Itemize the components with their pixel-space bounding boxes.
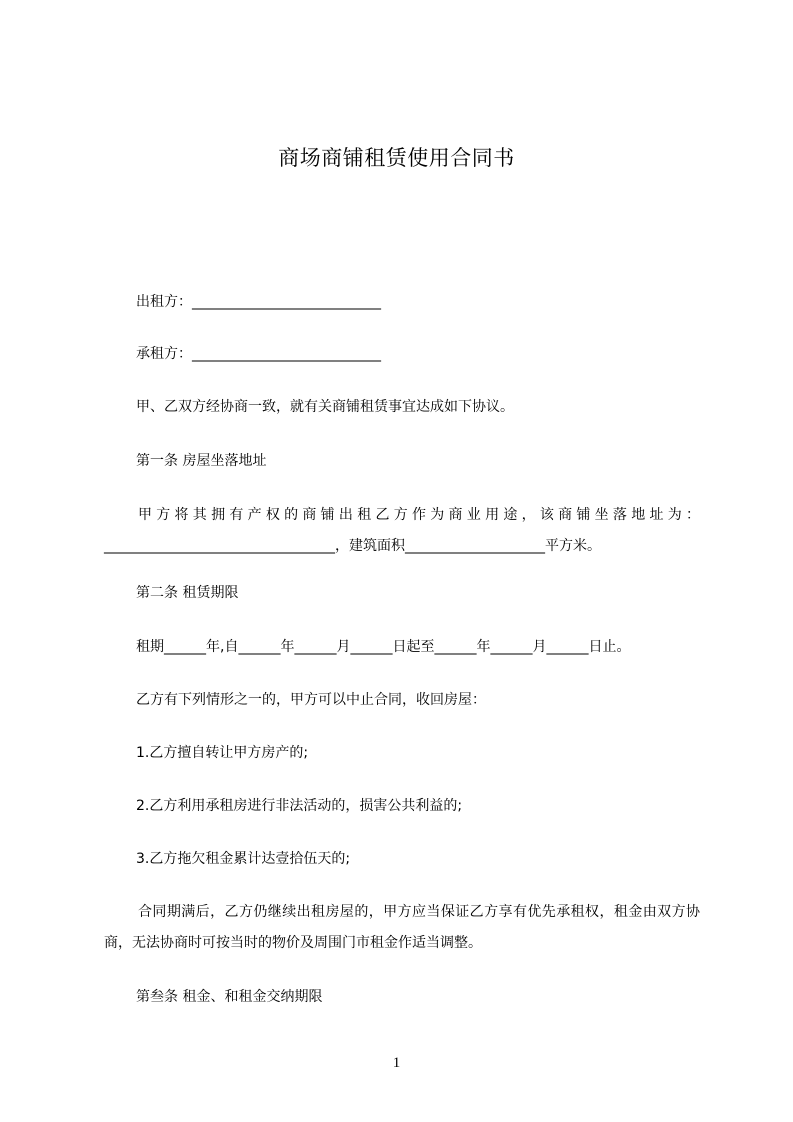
article-2-heading: 第二条 租赁期限 (136, 585, 239, 601)
contract-title: 商场商铺租赁使用合同书 (278, 146, 515, 170)
intro-paragraph: 甲、乙双方经协商一致，就有关商铺租赁事宜达成如下协议。 (136, 399, 514, 415)
termination-item-1: 1.乙方擅自转让甲方房产的; (136, 745, 309, 761)
term-line: 租期______年,自______年______月______日起至______年______月______日止。 (136, 639, 631, 655)
lessor-line: 出租方：___________________________ (136, 294, 381, 310)
termination-item-2: 2.乙方利用承租房进行非法活动的，损害公共利益的; (136, 798, 463, 814)
lessee-line: 承租方：___________________________ (136, 346, 381, 362)
article-3-heading: 第叁条 租金、和租金交纳期限 (136, 989, 323, 1005)
article-1-body: 甲方将其拥有产权的商铺出租乙方作为商业用途，该商铺坐落地址为：_________________________________，建筑面积____________________平方米。 (104, 507, 700, 554)
article-1-heading: 第一条 房屋坐落地址 (136, 453, 267, 469)
termination-item-3: 3.乙方拖欠租金累计达壹拾伍天的; (136, 851, 351, 867)
renewal-clause: 合同期满后，乙方仍继续出租房屋的，甲方应当保证乙方享有优先承租权，租金由双方协商，无法协商时可按当时的物价及周围门市租金作适当调整。 (104, 904, 700, 951)
page-number: 1 (392, 1055, 401, 1071)
termination-intro: 乙方有下列情形之一的，甲方可以中止合同，收回房屋： (136, 692, 486, 708)
